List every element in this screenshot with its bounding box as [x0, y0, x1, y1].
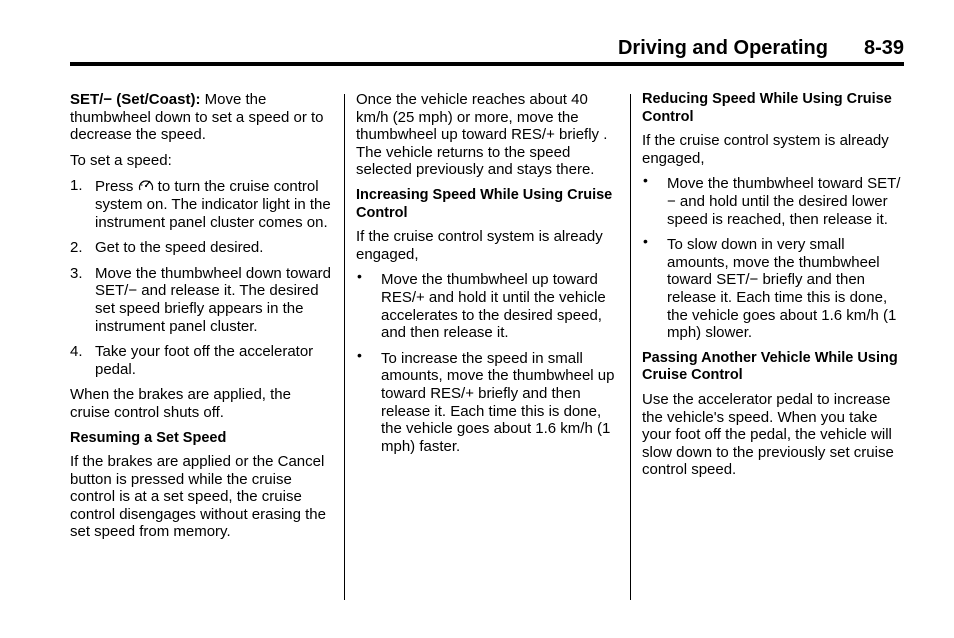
step-item [70, 239, 334, 257]
resume-heading: Resuming a Set Speed [70, 429, 227, 446]
set-coast-text: Move the thumbwheel down to set a speed or to decrease the speed. [70, 91, 324, 144]
column-right [642, 91, 904, 487]
step-item [70, 177, 334, 231]
step-text: Take your foot off the accelerator pedal. [95, 343, 314, 378]
step-number: 3. [70, 264, 83, 282]
bullet-icon: • [357, 346, 362, 363]
list-item-text: Move the thumbwheel toward SET/− and hold until the desired lower speed is reached, then release it. [667, 175, 901, 228]
list-item-text: To slow down in very small amounts, move the thumbwheel toward SET/− briefly and then release it. Each time this is done, the vehicle goes about 1.6 km/h (1 mph) slower. [667, 236, 897, 342]
step-text: Move the thumbwheel down toward SET/− and release it. The desired set speed briefly appears in the instrument panel cluster. [95, 264, 331, 335]
list-item [642, 233, 904, 342]
reduce-speed-list [642, 172, 904, 342]
already-engaged-text: If the cruise control system is already engaged, [642, 132, 889, 167]
increase-speed-list [356, 268, 620, 455]
step-text-pre: Press [95, 178, 138, 196]
list-item [642, 172, 904, 228]
resume-text: If the brakes are applied or the Cancel button is pressed while the cruise control is at a set speed, the cruise control disengages without erasing the set speed from memory. [70, 453, 326, 541]
once-reached-text: Once the vehicle reaches about 40 km/h (25 mph) or more, move the thumbwheel up toward RES/+ briefly . The vehicle returns to the speed selected previously and stays there. [356, 91, 608, 179]
step-number: 4. [70, 343, 83, 361]
set-coast-paragraph [70, 91, 334, 144]
passing-text: Use the accelerator pedal to increase the vehicle's speed. When you take your foot off the pedal, the vehicle will slow down to the previously set cruise control speed. [642, 390, 894, 479]
reduce-speed-heading: Reducing Speed While Using Cruise Control [642, 91, 892, 125]
list-item-text: To increase the speed in small amounts, move the thumbwheel up toward RES/+ briefly and then release it. Each time this is done, the vehicle goes about 1.6 km/h (1 mph) faster. [381, 349, 615, 455]
column-middle [356, 91, 620, 463]
already-engaged-text: If the cruise control system is already engaged, [356, 228, 603, 263]
cruise-control-icon [138, 177, 154, 193]
list-item-text: Move the thumbwheel up toward RES/+ and hold it until the vehicle accelerates to the desired speed, and then release it. [381, 271, 606, 342]
step-number: 1. [70, 177, 83, 195]
bullet-icon: • [643, 172, 648, 189]
list-item [356, 268, 620, 342]
set-speed-steps [70, 177, 334, 378]
step-number: 2. [70, 239, 83, 257]
passing-heading: Passing Another Vehicle While Using Cruise Control [642, 349, 898, 384]
column-divider-right [630, 94, 631, 600]
bullet-icon: • [357, 268, 362, 285]
section-title: Driving and Operating [617, 37, 828, 59]
list-item [356, 346, 620, 456]
page-header [70, 36, 904, 64]
to-set-intro: To set a speed: [70, 151, 172, 169]
set-coast-label: SET/− (Set/Coast): [70, 91, 201, 108]
column-divider-left [344, 94, 345, 600]
step-text-post: to turn the cruise control system on. The indicator light in the instrument panel cluster comes on. [95, 178, 331, 231]
step-item [70, 265, 334, 335]
increase-speed-heading: Increasing Speed While Using Cruise Control [356, 186, 613, 221]
page-number: 8-39 [863, 37, 904, 59]
step-text: Get to the speed desired. [95, 239, 264, 257]
step-item [70, 343, 334, 378]
column-left [70, 91, 334, 549]
bullet-icon: • [643, 233, 648, 250]
brakes-note: When the brakes are applied, the cruise control shuts off. [70, 386, 291, 421]
header-rule [70, 62, 904, 66]
